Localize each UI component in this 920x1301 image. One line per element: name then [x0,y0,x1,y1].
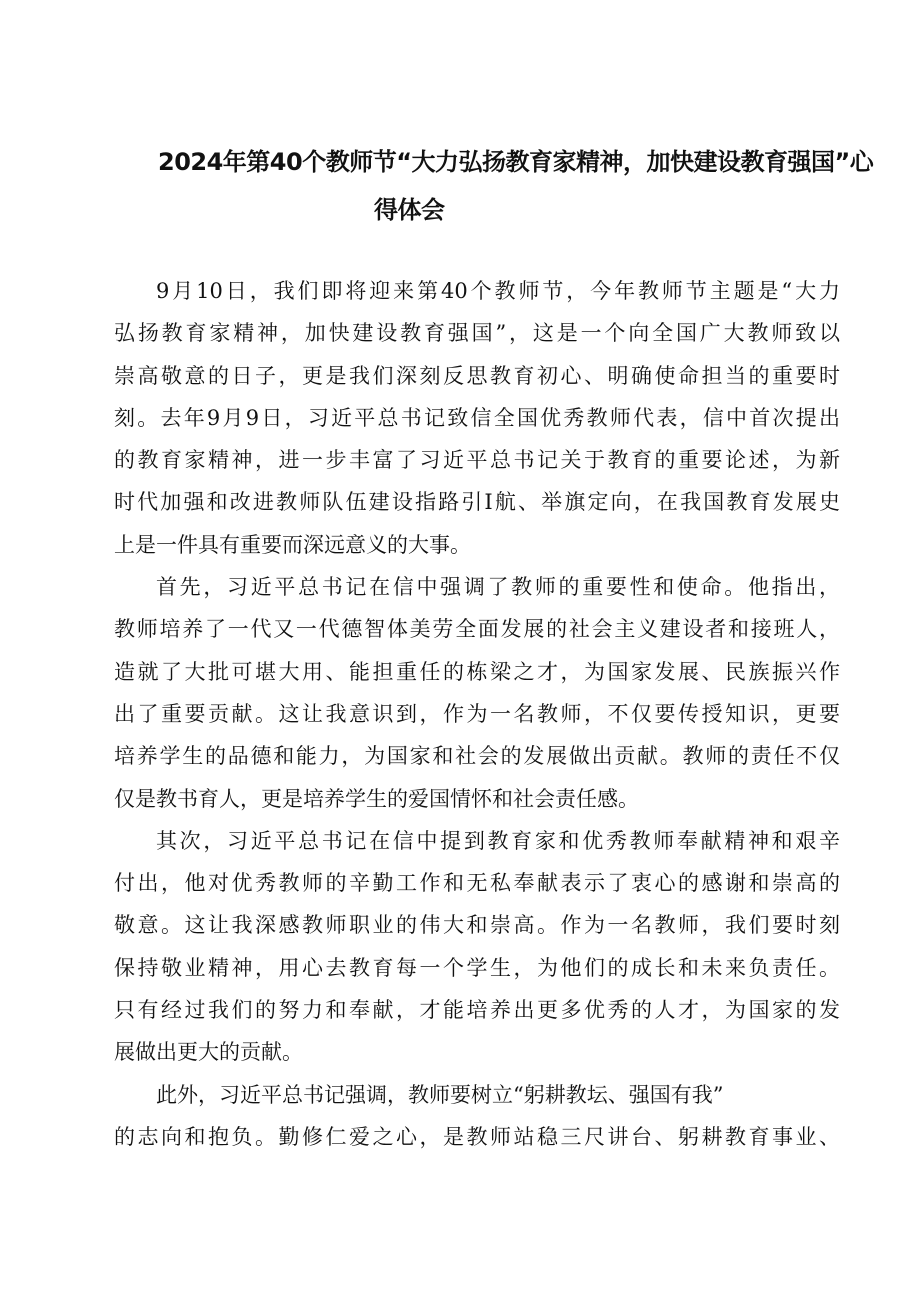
text-line: 展做出更大的贡献。 [114,1040,303,1065]
text-line: 崇高敬意的日子，更是我们深刻反思教育初心、明确使命担当的重要时 [114,363,840,388]
document-title [120,138,874,234]
text-line: 刻。去年9月9日，习近平总书记致信全国优秀教师代表，信中首次提出 [114,405,840,430]
paragraph [114,1074,840,1159]
paragraph [114,566,840,820]
text-line: 仅是教书育人，更是培养学生的爱国情怀和社会责任感。 [114,786,639,811]
text-line: 此外，习近平总书记强调，教师要树立“躬耕教坛、强国有我” [156,1082,724,1107]
text-line: 教师培养了一代又一代德智体美劳全面发展的社会主义建设者和接班人， [114,617,840,642]
text-line: 付出，他对优秀教师的辛勤工作和无私奉献表示了衷心的感谢和崇高的 [114,871,840,896]
paragraph [114,270,840,566]
text-line: 培养学生的品德和能力，为国家和社会的发展做出贡献。教师的责任不仅 [114,744,840,769]
text-line: 的志向和抱负。勤修仁爱之心，是教师站稳三尺讲台、躬耕教育事业、 [114,1124,840,1149]
text-line: 造就了大批可堪大用、能担重任的栋梁之才，为国家发展、民族振兴作 [114,659,840,684]
text-line: 弘扬教育家精神，加快建设教育强国”，这是一个向全国广大教师致以 [114,321,840,346]
text-line: 9月10日，我们即将迎来第40个教师节，今年教师节主题是“大力 [156,279,840,303]
text-line: 其次，习近平总书记在信中提到教育家和优秀教师奉献精神和艰辛 [156,828,840,853]
title-line: 得体会 [374,196,445,224]
text-line: 的教育家精神，进一步丰富了习近平总书记关于教育的重要论述，为新 [114,448,840,473]
text-line: 出了重要贡献。这让我意识到，作为一名教师，不仅要传授知识，更要 [114,701,840,726]
text-line: 上是一件具有重要而深远意义的大事。 [114,532,471,557]
text-line: 只有经过我们的努力和奉献，才能培养出更多优秀的人才，为国家的发 [114,998,840,1023]
title-line: 2024年第40个教师节“大力弘扬教育家精神，加快建设教育强国”心 [158,148,874,176]
text-line: 敬意。这让我深感教师职业的伟大和崇高。作为一名教师，我们要时刻 [114,913,840,938]
document-body [114,270,840,1158]
text-line: 时代加强和改进教师队伍建设指路引I航、举旗定向，在我国教育发展史 [114,490,840,515]
text-line: 保持敬业精神，用心去教育每一个学生，为他们的成长和未来负责任。 [114,955,840,980]
paragraph [114,820,840,1074]
text-line: 首先，习近平总书记在信中强调了教师的重要性和使命。他指出， [156,575,840,600]
